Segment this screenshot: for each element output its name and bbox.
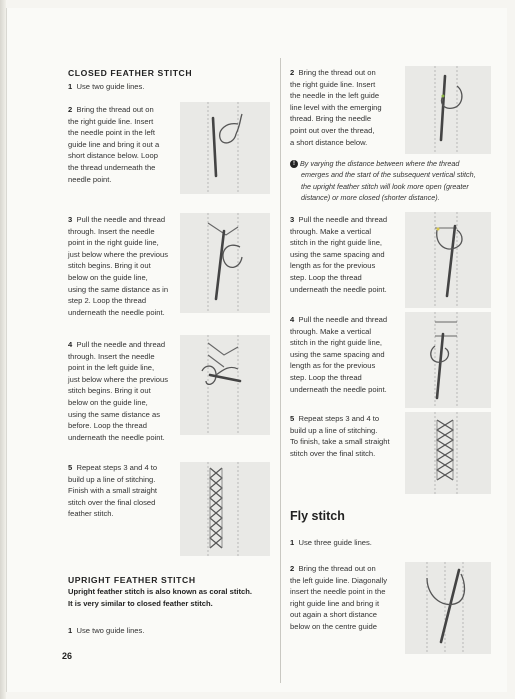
step-line: build up a line of stitching.	[290, 425, 378, 435]
fly-step-2-illustration	[405, 562, 491, 654]
tip-line: distance) or more closed (shorter distance).	[301, 193, 440, 203]
step-line: using the same distance as in	[68, 284, 169, 294]
step-line: using the same spacing and	[290, 349, 385, 359]
step-line: To finish, take a small straight	[290, 437, 390, 447]
step-line: Bring the thread out on	[298, 68, 376, 77]
step-line: the right guide line. Insert	[68, 116, 154, 126]
intro-line: Upright feather stitch is also known as coral stitch.	[68, 587, 252, 596]
step-number: 2	[290, 68, 295, 77]
step-number: 3	[68, 215, 73, 224]
step-line: point in the right guide line,	[68, 238, 159, 248]
step-number: 5	[290, 414, 295, 423]
closed-step-4-illustration	[180, 335, 270, 435]
upright-step-4-illustration	[405, 312, 491, 408]
step-line: stitch begins. Bring it out	[68, 386, 151, 396]
step-line: Pull the needle and thread	[298, 215, 388, 224]
closed-step-5-illustration	[180, 462, 270, 556]
step-line: step. Loop the thread	[290, 272, 362, 282]
step-line: step 2. Loop the thread	[68, 296, 147, 306]
step-line: before. Loop the thread	[68, 421, 147, 431]
step-text: Use two guide lines.	[76, 626, 145, 635]
step-line: stitch in the right guide line,	[290, 338, 383, 348]
column-divider	[280, 58, 281, 683]
step-line: guide line and bring it out a	[68, 139, 160, 149]
step-line: Finish with a small straight	[68, 486, 158, 496]
upright-feather-pattern-icon	[405, 412, 491, 494]
step-line: the thread underneath the	[68, 162, 156, 172]
step-line: the needle point in the left	[68, 128, 155, 138]
step-line: Bring the thread out on	[298, 564, 376, 573]
step-line: using the same distance as	[68, 409, 161, 419]
step-line: step. Loop the thread	[290, 372, 362, 382]
step-line: Pull the needle and thread	[76, 215, 166, 224]
step-line: the left guide line. Diagonally	[290, 575, 388, 585]
step-line: stitch over the final stitch.	[290, 448, 376, 458]
page-number: 26	[62, 651, 73, 661]
step-line: underneath the needle point.	[290, 284, 387, 294]
step-line: short distance below. Loop	[68, 151, 158, 161]
feather-stitch-pattern-icon	[180, 462, 270, 556]
fly-step-2	[290, 563, 412, 633]
step-line: Pull the needle and thread	[76, 340, 166, 349]
step-line: Repeat steps 3 and 4 to	[298, 414, 380, 423]
tip-icon: !	[290, 160, 298, 168]
step-line: underneath the needle point.	[68, 432, 165, 442]
step-line: out again a short distance	[290, 610, 377, 620]
step-number: 3	[290, 215, 295, 224]
needle-loop-icon	[405, 66, 491, 154]
step-line: using the same spacing and	[290, 249, 385, 259]
closed-step-3	[68, 214, 188, 318]
tip-box	[290, 158, 502, 204]
step-line: length as for the previous	[290, 361, 376, 371]
step-line: right guide line and bring it	[290, 598, 380, 608]
intro-line: It is very similar to closed feather stitch.	[68, 599, 213, 608]
closed-step-4	[68, 339, 188, 443]
upright-step-3-illustration	[405, 212, 491, 308]
step-number: 1	[68, 82, 73, 91]
upright-step-5	[290, 413, 412, 459]
step-line: build up a line of stitching.	[68, 474, 156, 484]
upright-feather-heading: UPRIGHT FEATHER STITCH	[68, 575, 196, 585]
step-line: line level with the emerging	[290, 102, 382, 112]
closed-step-3-illustration	[180, 213, 270, 313]
upright-step-3	[290, 214, 412, 295]
step-line: feather stitch.	[68, 509, 114, 519]
closed-step-1	[68, 81, 144, 93]
needle-loop-icon	[180, 102, 270, 194]
upright-step-2-illustration	[405, 66, 491, 154]
step-line: point out over the thread,	[290, 125, 375, 135]
step-line: underneath the needle point.	[290, 384, 387, 394]
step-line: a short distance below.	[290, 137, 368, 147]
step-number: 5	[68, 463, 73, 472]
step-line: Bring the thread out on	[76, 105, 154, 114]
step-line: through. Insert the needle	[68, 351, 155, 361]
closed-step-5	[68, 462, 188, 520]
step-line: thread. Bring the needle	[290, 114, 372, 124]
step-text: Use two guide lines.	[76, 82, 145, 91]
step-line: just below where the previous	[68, 249, 169, 259]
step-number: 1	[290, 538, 295, 547]
needle-loop-icon	[180, 335, 270, 435]
step-line: length as for the previous	[290, 261, 376, 271]
step-line: underneath the needle point.	[68, 307, 165, 317]
needle-loop-icon	[405, 312, 491, 408]
step-line: the needle in the left guide	[290, 91, 380, 101]
step-line: insert the needle point in the	[290, 587, 386, 597]
fly-stitch-heading: Fly stitch	[290, 509, 345, 523]
tip-line: By varying the distance between where the thread	[300, 159, 460, 168]
upright-step-5-illustration	[405, 412, 491, 494]
upright-step-2	[290, 67, 412, 148]
step-line: stitch in the right guide line,	[290, 238, 383, 248]
step-number: 2	[290, 564, 295, 573]
step-line: stitch over the final closed	[68, 497, 156, 507]
step-line: through. Insert the needle	[68, 226, 155, 236]
step-line: needle point.	[68, 174, 112, 184]
step-line: below on the centre guide	[290, 621, 377, 631]
needle-loop-icon	[405, 562, 491, 654]
fly-step-1	[290, 537, 372, 549]
tip-line: emerges and the start of the subsequent vertical stitch,	[301, 170, 476, 180]
tip-line: the upright feather stitch will look more open (greater	[301, 181, 469, 191]
step-line: point in the left guide line,	[68, 363, 155, 373]
step-text: Use three guide lines.	[298, 538, 372, 547]
upright-step-4	[290, 314, 412, 395]
step-line: Pull the needle and thread	[298, 315, 388, 324]
step-line: through. Make a vertical	[290, 226, 372, 236]
closed-step-2	[68, 104, 188, 185]
closed-feather-heading: CLOSED FEATHER STITCH	[68, 68, 193, 78]
needle-loop-icon	[180, 213, 270, 313]
step-line: stitch begins. Bring it out	[68, 261, 151, 271]
step-line: the right guide line. Insert	[290, 79, 376, 89]
step-number: 4	[290, 315, 295, 324]
upright-step-1	[68, 625, 144, 637]
step-line: Repeat steps 3 and 4 to	[76, 463, 158, 472]
upright-intro	[68, 586, 252, 610]
needle-loop-icon	[405, 212, 491, 308]
step-number: 2	[68, 105, 73, 114]
step-line: below on the guide line,	[68, 272, 148, 282]
step-line: through. Make a vertical	[290, 326, 372, 336]
step-number: 1	[68, 626, 73, 635]
closed-step-2-illustration	[180, 102, 270, 194]
step-line: below on the guide line,	[68, 397, 148, 407]
step-number: 4	[68, 340, 73, 349]
step-line: just below where the previous	[68, 374, 169, 384]
